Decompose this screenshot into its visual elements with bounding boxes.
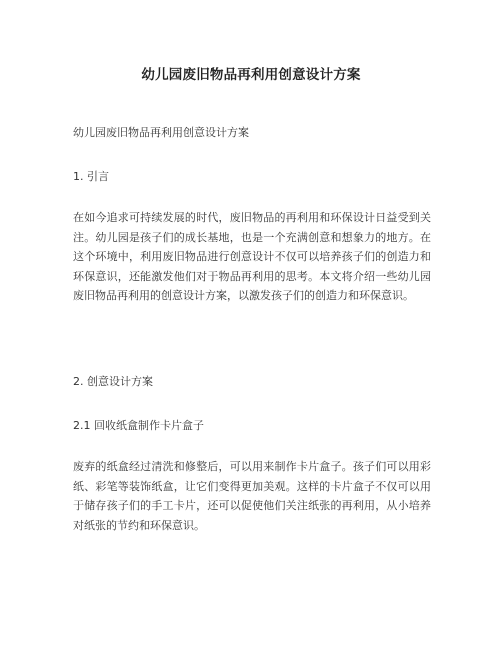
document-title: 幼儿园废旧物品再利用创意设计方案 [141, 67, 361, 83]
section-heading-introduction: 1. 引言 [73, 170, 109, 183]
section-heading-card-box: 2.1 回收纸盒制作卡片盒子 [73, 419, 204, 432]
section-heading-creative-plan: 2. 创意设计方案 [73, 375, 153, 388]
section-paragraph-introduction: 在如今追求可持续发展的时代，废旧物品的再利用和环保设计日益受到关注。幼儿园是孩子们的成长基地，也是一个充满创意和想象力的地方。在这个环境中，利用废旧物品进行创意设计不仅可以培养孩子们的创造力和环保意识，还能激发他们对于物品再利用的思考。本文将介绍一些幼儿园废旧物品再利用的创意设计方案，以激发孩子们的创造力和环保意识。 [73, 211, 431, 303]
document-subtitle: 幼儿园废旧物品再利用创意设计方案 [73, 126, 249, 139]
section-paragraph-card-box: 废弃的纸盒经过清洗和修整后，可以用来制作卡片盒子。孩子们可以用彩纸、彩笔等装饰纸盒，让它们变得更加美观。这样的卡片盒子不仅可以用于储存孩子们的手工卡片，还可以促使他们关注纸张的再利用，从小培养对纸张的节约和环保意识。 [73, 460, 431, 532]
